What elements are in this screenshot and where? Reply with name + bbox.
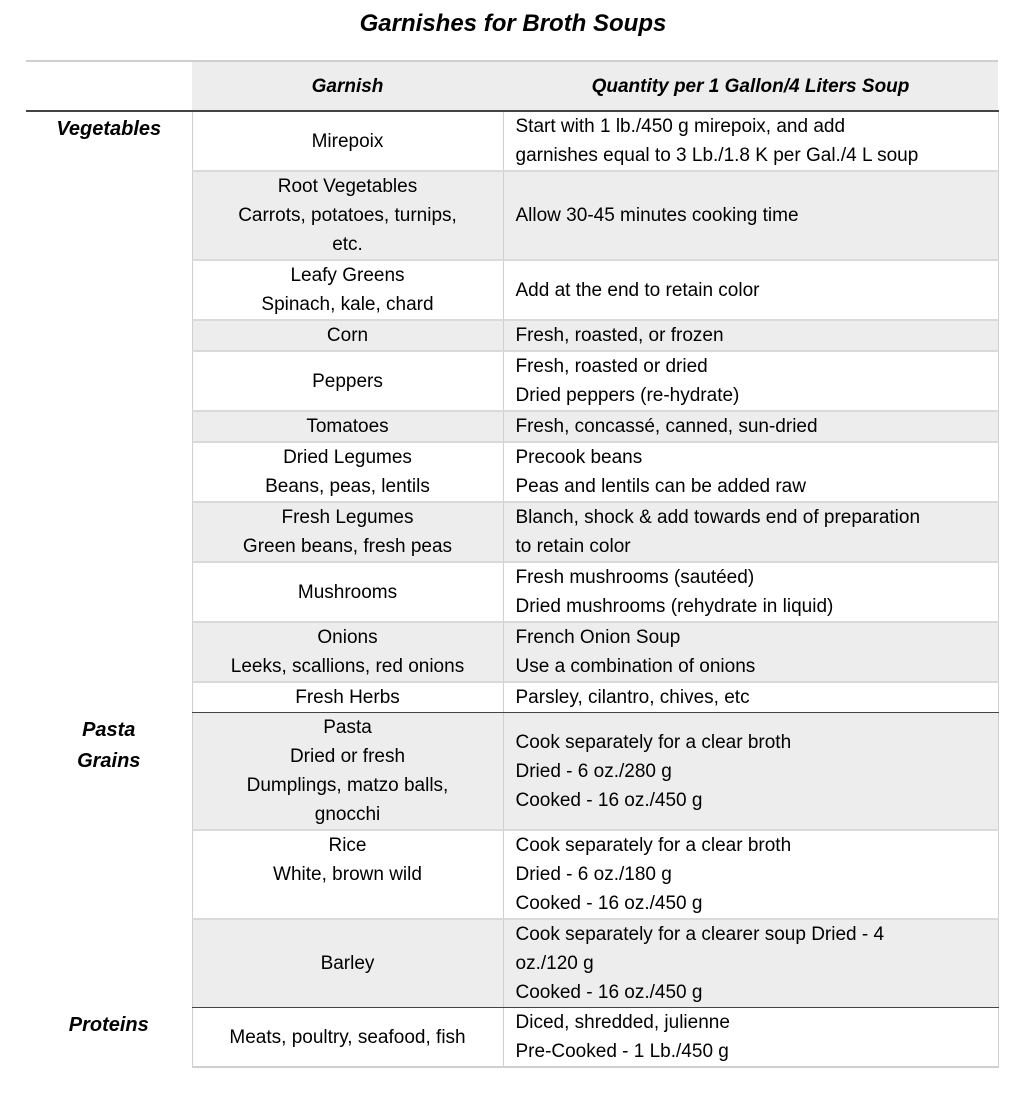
garnish-cell [192, 622, 503, 682]
quantity-line: Cooked - 16 oz./450 g [515, 982, 703, 1003]
category-line: Grains [77, 749, 141, 772]
garnish-line: Green beans, fresh peas [242, 536, 453, 557]
garnish-cell [192, 713, 503, 831]
quantity-cell [503, 171, 998, 260]
quantity-cell [503, 442, 998, 502]
quantity-line: garnishes equal to 3 Lb./1.8 K per Gal./4 L soup [515, 145, 919, 166]
quantity-cell [503, 320, 998, 351]
category-line: Vegetables [56, 118, 162, 140]
quantity-cell [503, 562, 998, 622]
quantity-cell [503, 713, 998, 831]
garnish-cell [192, 260, 503, 320]
quantity-line: French Onion Soup [515, 627, 681, 648]
table-header-row [26, 61, 998, 111]
garnish-line: Spinach, kale, chard [261, 294, 434, 315]
quantity-line: Add at the end to retain color [515, 279, 760, 301]
quantity-line: Dried - 6 oz./280 g [515, 760, 672, 782]
quantity-cell [503, 830, 998, 919]
garnish-line: Rice [328, 835, 367, 856]
garnish-cell [192, 171, 503, 260]
garnish-cell [192, 442, 503, 502]
garnish-cell [192, 320, 503, 351]
quantity-line: Peas and lentils can be added raw [515, 476, 806, 497]
quantity-line: Diced, shredded, julienne [515, 1012, 730, 1033]
table-row [26, 713, 998, 831]
garnish-line: etc. [332, 234, 363, 255]
garnish-line: Corn [326, 325, 369, 346]
garnish-line: Carrots, potatoes, turnips, [238, 205, 457, 226]
quantity-line: Fresh, concassé, canned, sun-dried [515, 416, 818, 437]
quantity-cell [503, 1008, 998, 1068]
quantity-line: Precook beans [515, 447, 643, 468]
garnish-cell [192, 1008, 503, 1068]
table-row [26, 1008, 998, 1068]
garnish-cell [192, 830, 503, 919]
quantity-line: Pre-Cooked - 1 Lb./450 g [515, 1041, 729, 1062]
quantity-line: Cooked - 16 oz./450 g [515, 893, 703, 914]
garnish-line: Leeks, scallions, red onions [230, 656, 465, 677]
quantity-line: Dried mushrooms (rehydrate in liquid) [515, 596, 834, 617]
garnish-line: Dried Legumes [283, 447, 412, 468]
quantity-line: Fresh, roasted or dried [515, 356, 708, 377]
quantity-line: to retain color [515, 536, 631, 557]
table-body [26, 111, 998, 1067]
table-row [26, 111, 998, 171]
quantity-cell [503, 682, 998, 713]
garnish-line: Dumplings, matzo balls, [246, 775, 449, 796]
garnish-line: Onions [317, 627, 378, 648]
quantity-cell [503, 919, 998, 1008]
garnish-line: Fresh Legumes [281, 507, 414, 528]
garnish-line: Meats, poultry, seafood, fish [229, 1026, 466, 1048]
category-line: Pasta [82, 718, 136, 741]
garnish-cell [192, 682, 503, 713]
quantity-line: Allow 30-45 minutes cooking time [515, 205, 799, 226]
garnish-cell [192, 111, 503, 171]
garnish-line: Peppers [312, 370, 383, 392]
garnish-line: Mushrooms [297, 581, 398, 603]
category-line: Proteins [68, 1013, 149, 1036]
garnish-line: Root Vegetables [277, 176, 418, 197]
garnish-line: gnocchi [314, 804, 381, 825]
garnish-line: Beans, peas, lentils [265, 476, 430, 497]
header-quantity: Quantity per 1 Gallon/4 Liters Soup [503, 61, 998, 111]
quantity-line: Fresh, roasted, or frozen [515, 325, 724, 346]
quantity-line: Cook separately for a clearer soup Dried - 4 [515, 924, 885, 945]
quantity-cell [503, 502, 998, 562]
garnish-line: Pasta [323, 717, 372, 738]
garnish-cell [192, 562, 503, 622]
page-title: Garnishes for Broth Soups [359, 10, 667, 37]
quantity-line: Cooked - 16 oz./450 g [515, 789, 703, 811]
quantity-line: Start with 1 lb./450 g mirepoix, and add [515, 116, 846, 137]
quantity-line: oz./120 g [515, 953, 594, 974]
garnish-line [193, 889, 503, 918]
garnish-line: Leafy Greens [290, 265, 405, 286]
garnish-line: Fresh Herbs [295, 687, 400, 708]
quantity-cell [503, 111, 998, 171]
header-garnish: Garnish [192, 61, 503, 111]
garnish-cell [192, 351, 503, 411]
quantity-line: Fresh mushrooms (sautéed) [515, 567, 755, 588]
category-pasta-grains [26, 713, 192, 1008]
garnish-cell [192, 919, 503, 1008]
quantity-cell [503, 351, 998, 411]
header-corner [26, 61, 192, 111]
category-proteins [26, 1008, 192, 1068]
garnish-line: Mirepoix [311, 130, 384, 152]
quantity-line: Dried - 6 oz./180 g [515, 864, 672, 885]
garnish-table [26, 60, 999, 1068]
quantity-line: Use a combination of onions [515, 656, 756, 677]
quantity-line: Blanch, shock & add towards end of preparation [515, 507, 921, 528]
garnish-line: Barley [320, 953, 375, 974]
garnish-line: Dried or fresh [289, 746, 406, 767]
quantity-line: Cook separately for a clear broth [515, 835, 792, 856]
quantity-cell [503, 260, 998, 320]
quantity-line: Parsley, cilantro, chives, etc [515, 687, 750, 708]
category-vegetables [26, 111, 192, 713]
quantity-line: Cook separately for a clear broth [515, 731, 792, 753]
garnish-cell [192, 411, 503, 442]
quantity-cell [503, 622, 998, 682]
garnish-line: White, brown wild [273, 864, 422, 885]
garnish-line: Tomatoes [306, 416, 389, 437]
quantity-cell [503, 411, 998, 442]
quantity-line: Dried peppers (re-hydrate) [515, 385, 740, 406]
garnish-cell [192, 502, 503, 562]
